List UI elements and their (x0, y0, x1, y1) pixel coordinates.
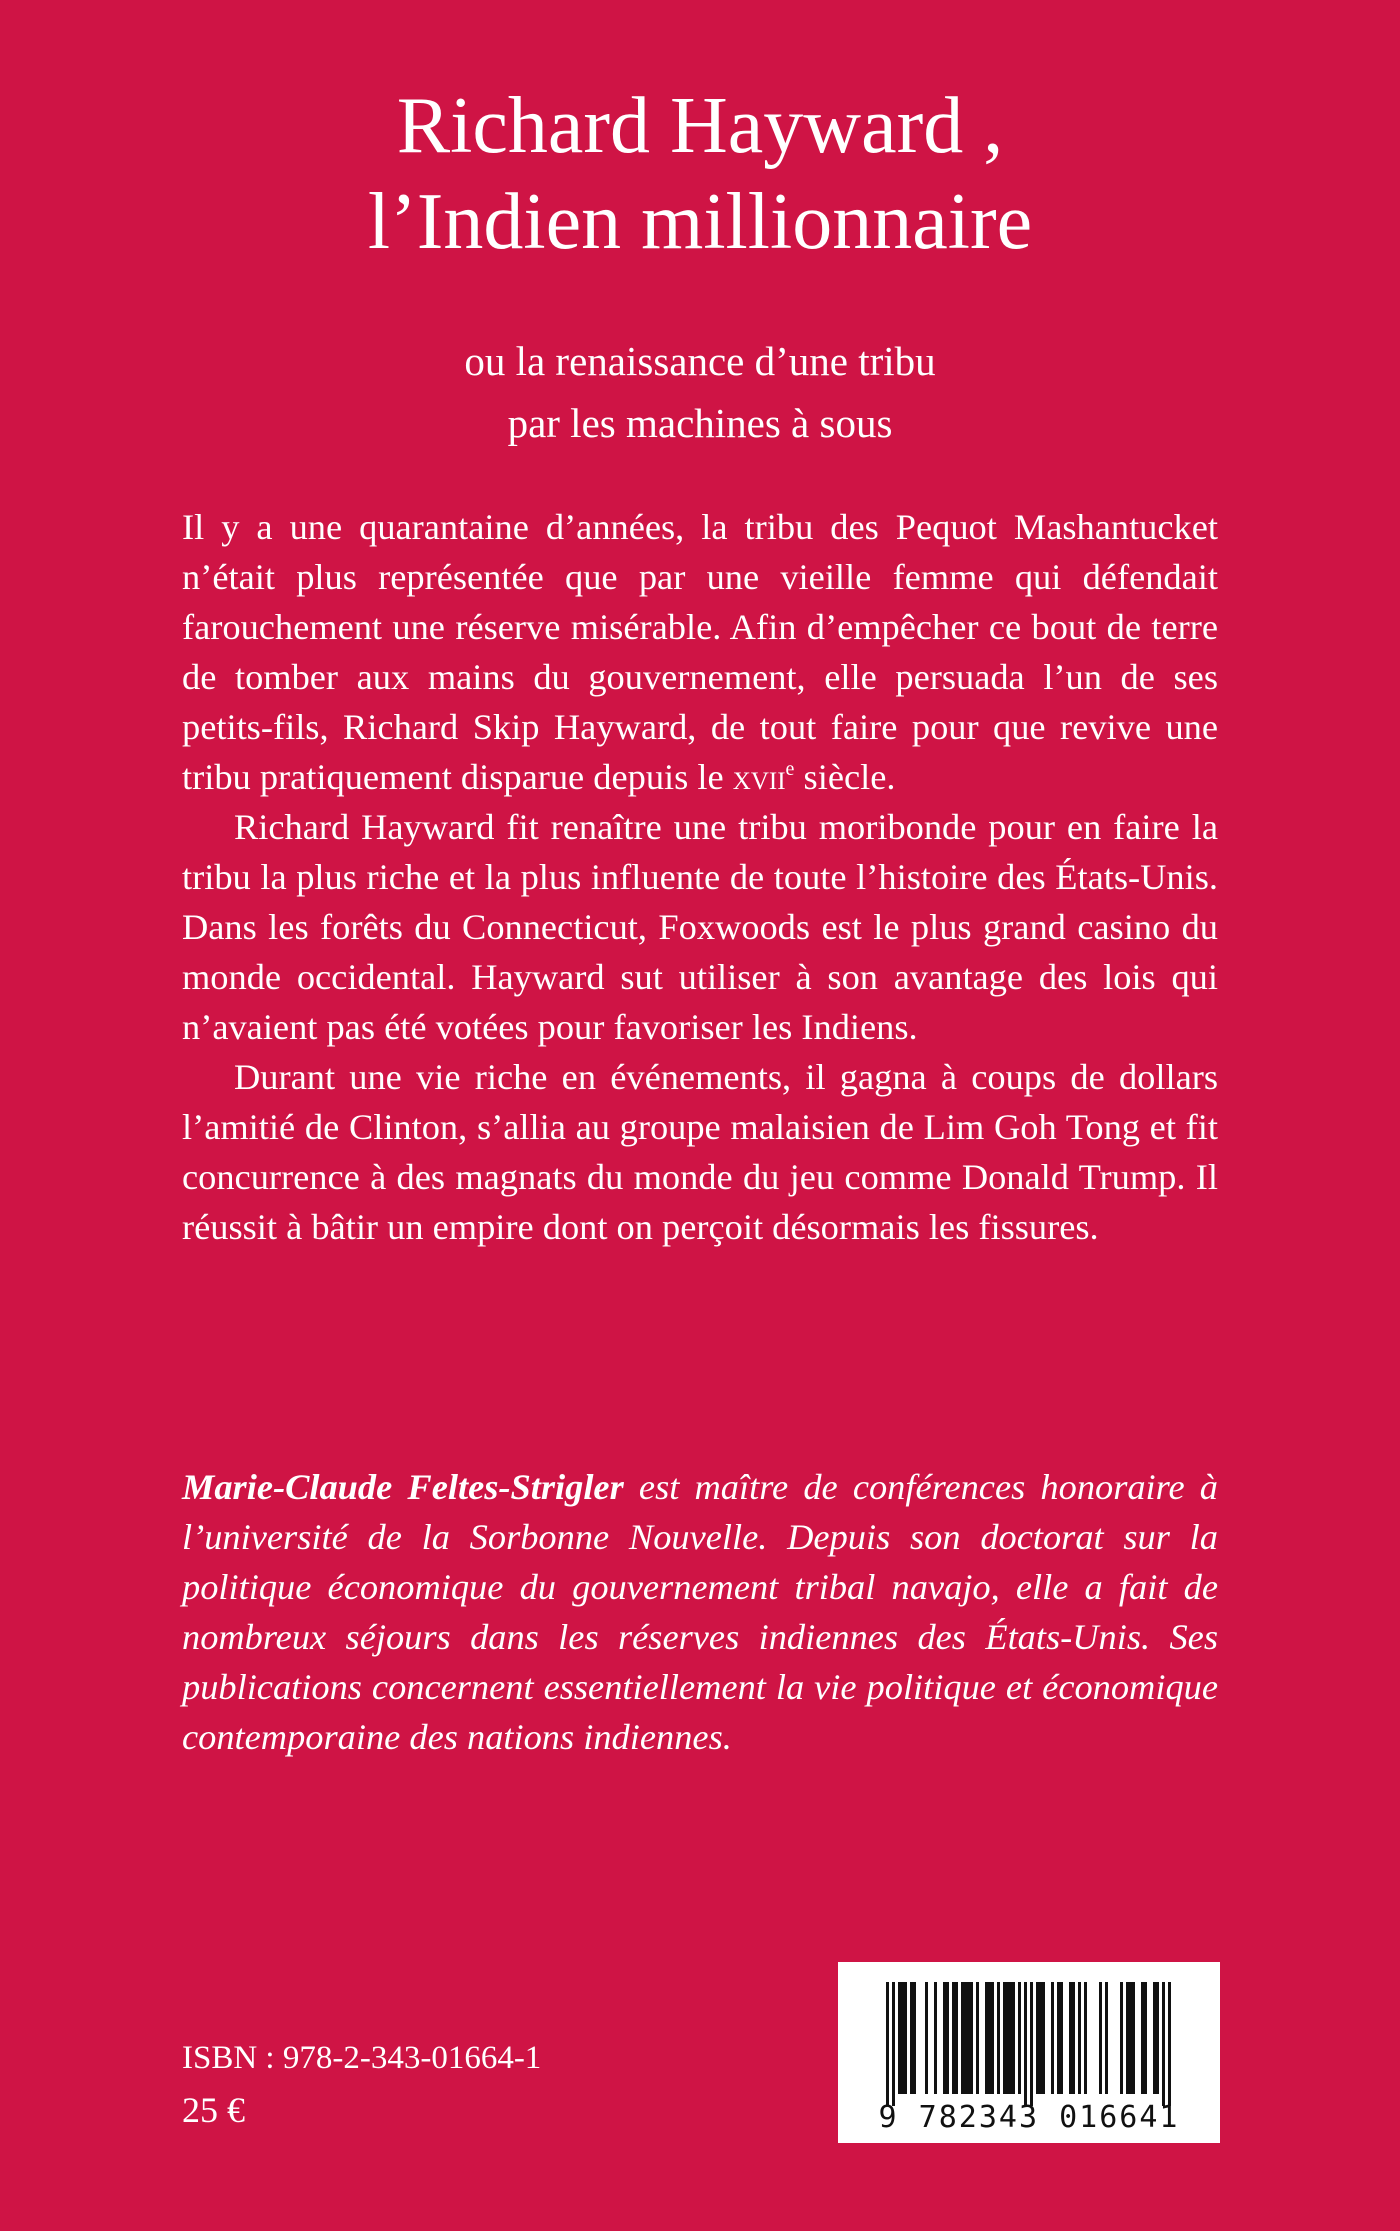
barcode-bar (1153, 1982, 1156, 2094)
barcode-bar (1060, 1982, 1063, 2094)
barcode-bar (1162, 1982, 1165, 2106)
barcode-bar (934, 1982, 937, 2094)
barcode-bar (1141, 1982, 1144, 2094)
barcode-bar (961, 1982, 964, 2094)
barcode-bar (1006, 1982, 1009, 2094)
barcode-bar (1039, 1982, 1042, 2094)
isbn: ISBN : 978-2-343-01664-1 (182, 2040, 542, 2076)
barcode-bar (1126, 1982, 1129, 2094)
barcode-bar (970, 1982, 973, 2094)
barcode-bar (1072, 1982, 1075, 2094)
barcode-bar (1156, 1982, 1159, 2094)
century-superscript: e (785, 758, 795, 780)
barcode-bar (1120, 1982, 1123, 2094)
barcode-bar (1129, 1982, 1132, 2094)
barcode-bar (955, 1982, 958, 2094)
barcode-bar (925, 1982, 928, 2094)
barcode-bar (988, 1982, 991, 2094)
barcode-bar (1084, 1982, 1087, 2094)
blurb-paragraph-1 (182, 502, 1218, 802)
barcode-bar (1168, 1982, 1171, 2106)
barcode-bar (985, 1982, 988, 2094)
barcode-bar (898, 1982, 901, 2094)
book-subtitle (0, 330, 1400, 454)
barcode-bar (976, 1982, 979, 2094)
title-line-2: l’Indien millionnaire (367, 178, 1033, 266)
blurb-paragraph-2: Richard Hayward fit renaître une tribu moribonde pour en faire la tribu la plus riche et la plus influente de toute l’histoire des États-Unis. Dans les forêts du Connecticut, Foxwoods est le plus grand casino du monde occidental. Hayward sut utiliser à son avantage des lois qui n’avaient pas été votées pour favoriser les Indiens. (182, 807, 1218, 1047)
barcode-bar (1069, 1982, 1072, 2094)
barcode-bar (1057, 1982, 1060, 2094)
barcode-bar (1078, 1982, 1081, 2094)
barcode-bar (910, 1982, 913, 2094)
barcode-bar (1042, 1982, 1045, 2094)
author-bio-text: est maître de conférences honoraire à l’université de la Sorbonne Nouvelle. Depuis son doctorat sur la politique économique du gouvernement tribal navajo, elle a fait de nombreux séjours dans les réserves indiennes des États-Unis. Ses publications concernent essentiellement la vie politique et économique contemporaine des nations indiennes. (182, 1467, 1218, 1757)
blurb-p1-text: Il y a une quarantaine d’années, la tribu des Pequot Mashantucket n’était plus représentée que par une vieille femme qui défendait farouchement une réserve misérable. Afin d’empêcher ce bout de terre de tomber aux mains du gouvernement, elle persuada l’un de ses petits-fils, Richard Skip Hayward, de tout faire pour que revive une tribu pratiquement disparue depuis le (182, 507, 1218, 797)
author-name: Marie-Claude Feltes-Strigler (182, 1467, 624, 1507)
barcode-bar (1024, 1982, 1027, 2106)
barcode-digits: 9 782343 016641 (878, 2100, 1180, 2135)
barcode-bar (1144, 1982, 1147, 2094)
barcode-bar (1009, 1982, 1012, 2094)
century-numeral: xvii (732, 757, 786, 797)
book-title (0, 78, 1400, 270)
barcode-bar (997, 1982, 1000, 2094)
barcode-bar (1018, 1982, 1021, 2094)
barcode-bar (946, 1982, 949, 2094)
barcode-bar (943, 1982, 946, 2094)
barcode-bar (1099, 1982, 1102, 2094)
barcode-bar (1051, 1982, 1054, 2094)
barcode-bar (904, 1982, 907, 2094)
subtitle-line-1: ou la renaissance d’une tribu (464, 338, 936, 384)
blurb-p1-end: siècle. (803, 757, 896, 797)
barcode-bar (952, 1982, 955, 2094)
price: 25 € (182, 2090, 245, 2130)
title-line-1: Richard Hayward , (396, 82, 1004, 170)
barcode-bar (1030, 1982, 1033, 2106)
barcode-bar (913, 1982, 916, 2094)
blurb-paragraph-3: Durant une vie riche en événements, il gagna à coups de dollars l’amitié de Clinton, s’allia au groupe malaisien de Lim Goh Tong et fit concurrence à des magnats du monde du jeu comme Donald Trump. Il réussit à bâtir un empire dont on perçoit désormais les fissures. (182, 1057, 1218, 1247)
barcode-bar (1012, 1982, 1015, 2094)
barcode-bar (1105, 1982, 1108, 2094)
barcode (838, 1962, 1220, 2143)
subtitle-line-2: par les machines à sous (507, 400, 893, 446)
barcode-bar (892, 1982, 895, 2106)
barcode-bar (1132, 1982, 1135, 2094)
barcode-bar (991, 1982, 994, 2094)
barcode-bar (964, 1982, 967, 2094)
barcode-bar (1003, 1982, 1006, 2094)
barcode-bar (901, 1982, 904, 2094)
blurb (182, 502, 1218, 1252)
barcode-bar (967, 1982, 970, 2094)
barcode-bar (1036, 1982, 1039, 2094)
author-bio (182, 1462, 1218, 1762)
barcode-bar (886, 1982, 889, 2106)
